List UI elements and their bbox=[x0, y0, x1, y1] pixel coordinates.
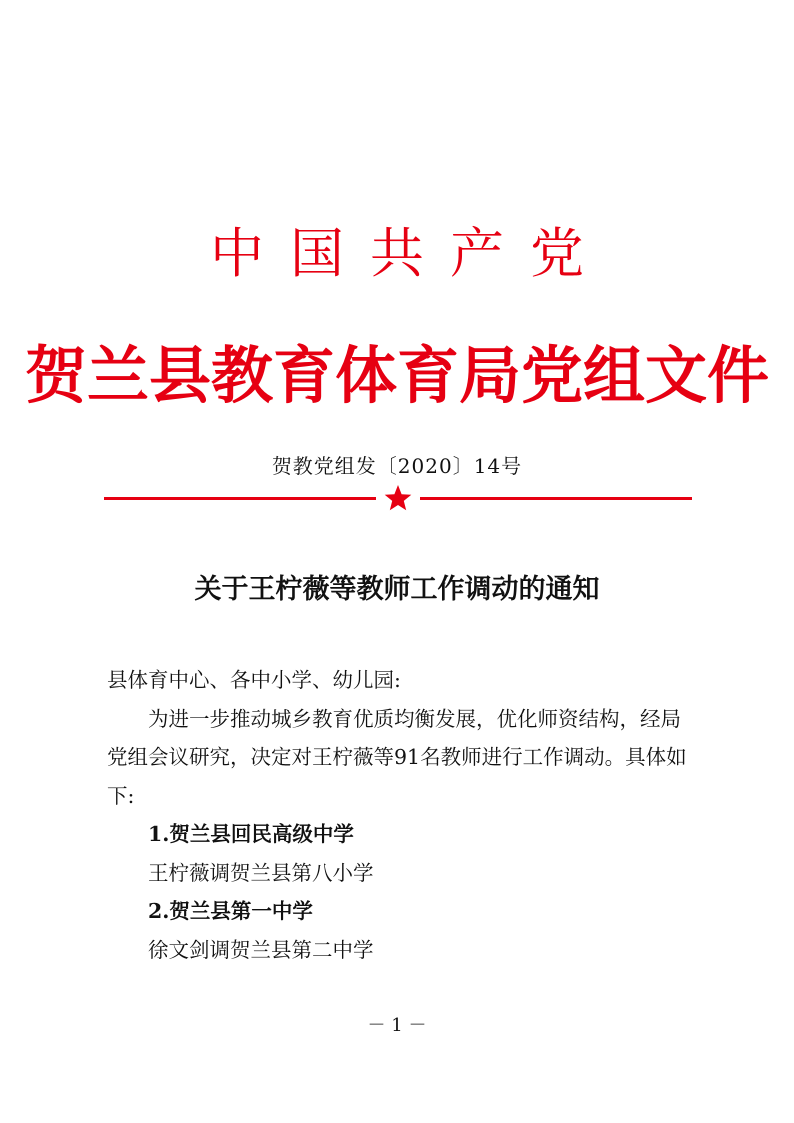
section-heading: 1.贺兰县回民高级中学 bbox=[148, 822, 354, 846]
notice-body bbox=[107, 661, 697, 969]
transfer-line: 徐文剑调贺兰县第二中学 bbox=[148, 937, 374, 962]
transfer-line: 王柠薇调贺兰县第八小学 bbox=[148, 860, 374, 885]
notice-title: 关于王柠薇等教师工作调动的通知 bbox=[194, 574, 600, 605]
org-title: 贺兰县教育体育局党组文件 bbox=[24, 339, 769, 412]
section-heading: 2.贺兰县第一中学 bbox=[148, 899, 313, 923]
intro-paragraph: 为进一步推动城乡教育优质均衡发展，优化师资结构，经局党组会议研究，决定对王柠薇等91名教师进行工作调动。具体如下: bbox=[107, 706, 687, 808]
page-number: － 1 － bbox=[367, 1015, 427, 1036]
star-icon bbox=[385, 485, 412, 510]
document-number: 贺教党组发〔2020〕14号 bbox=[271, 454, 523, 478]
red-divider bbox=[104, 484, 692, 516]
addressee: 县体育中心、各中小学、幼儿园: bbox=[107, 668, 401, 692]
party-title: 中国共产党 bbox=[210, 222, 610, 285]
